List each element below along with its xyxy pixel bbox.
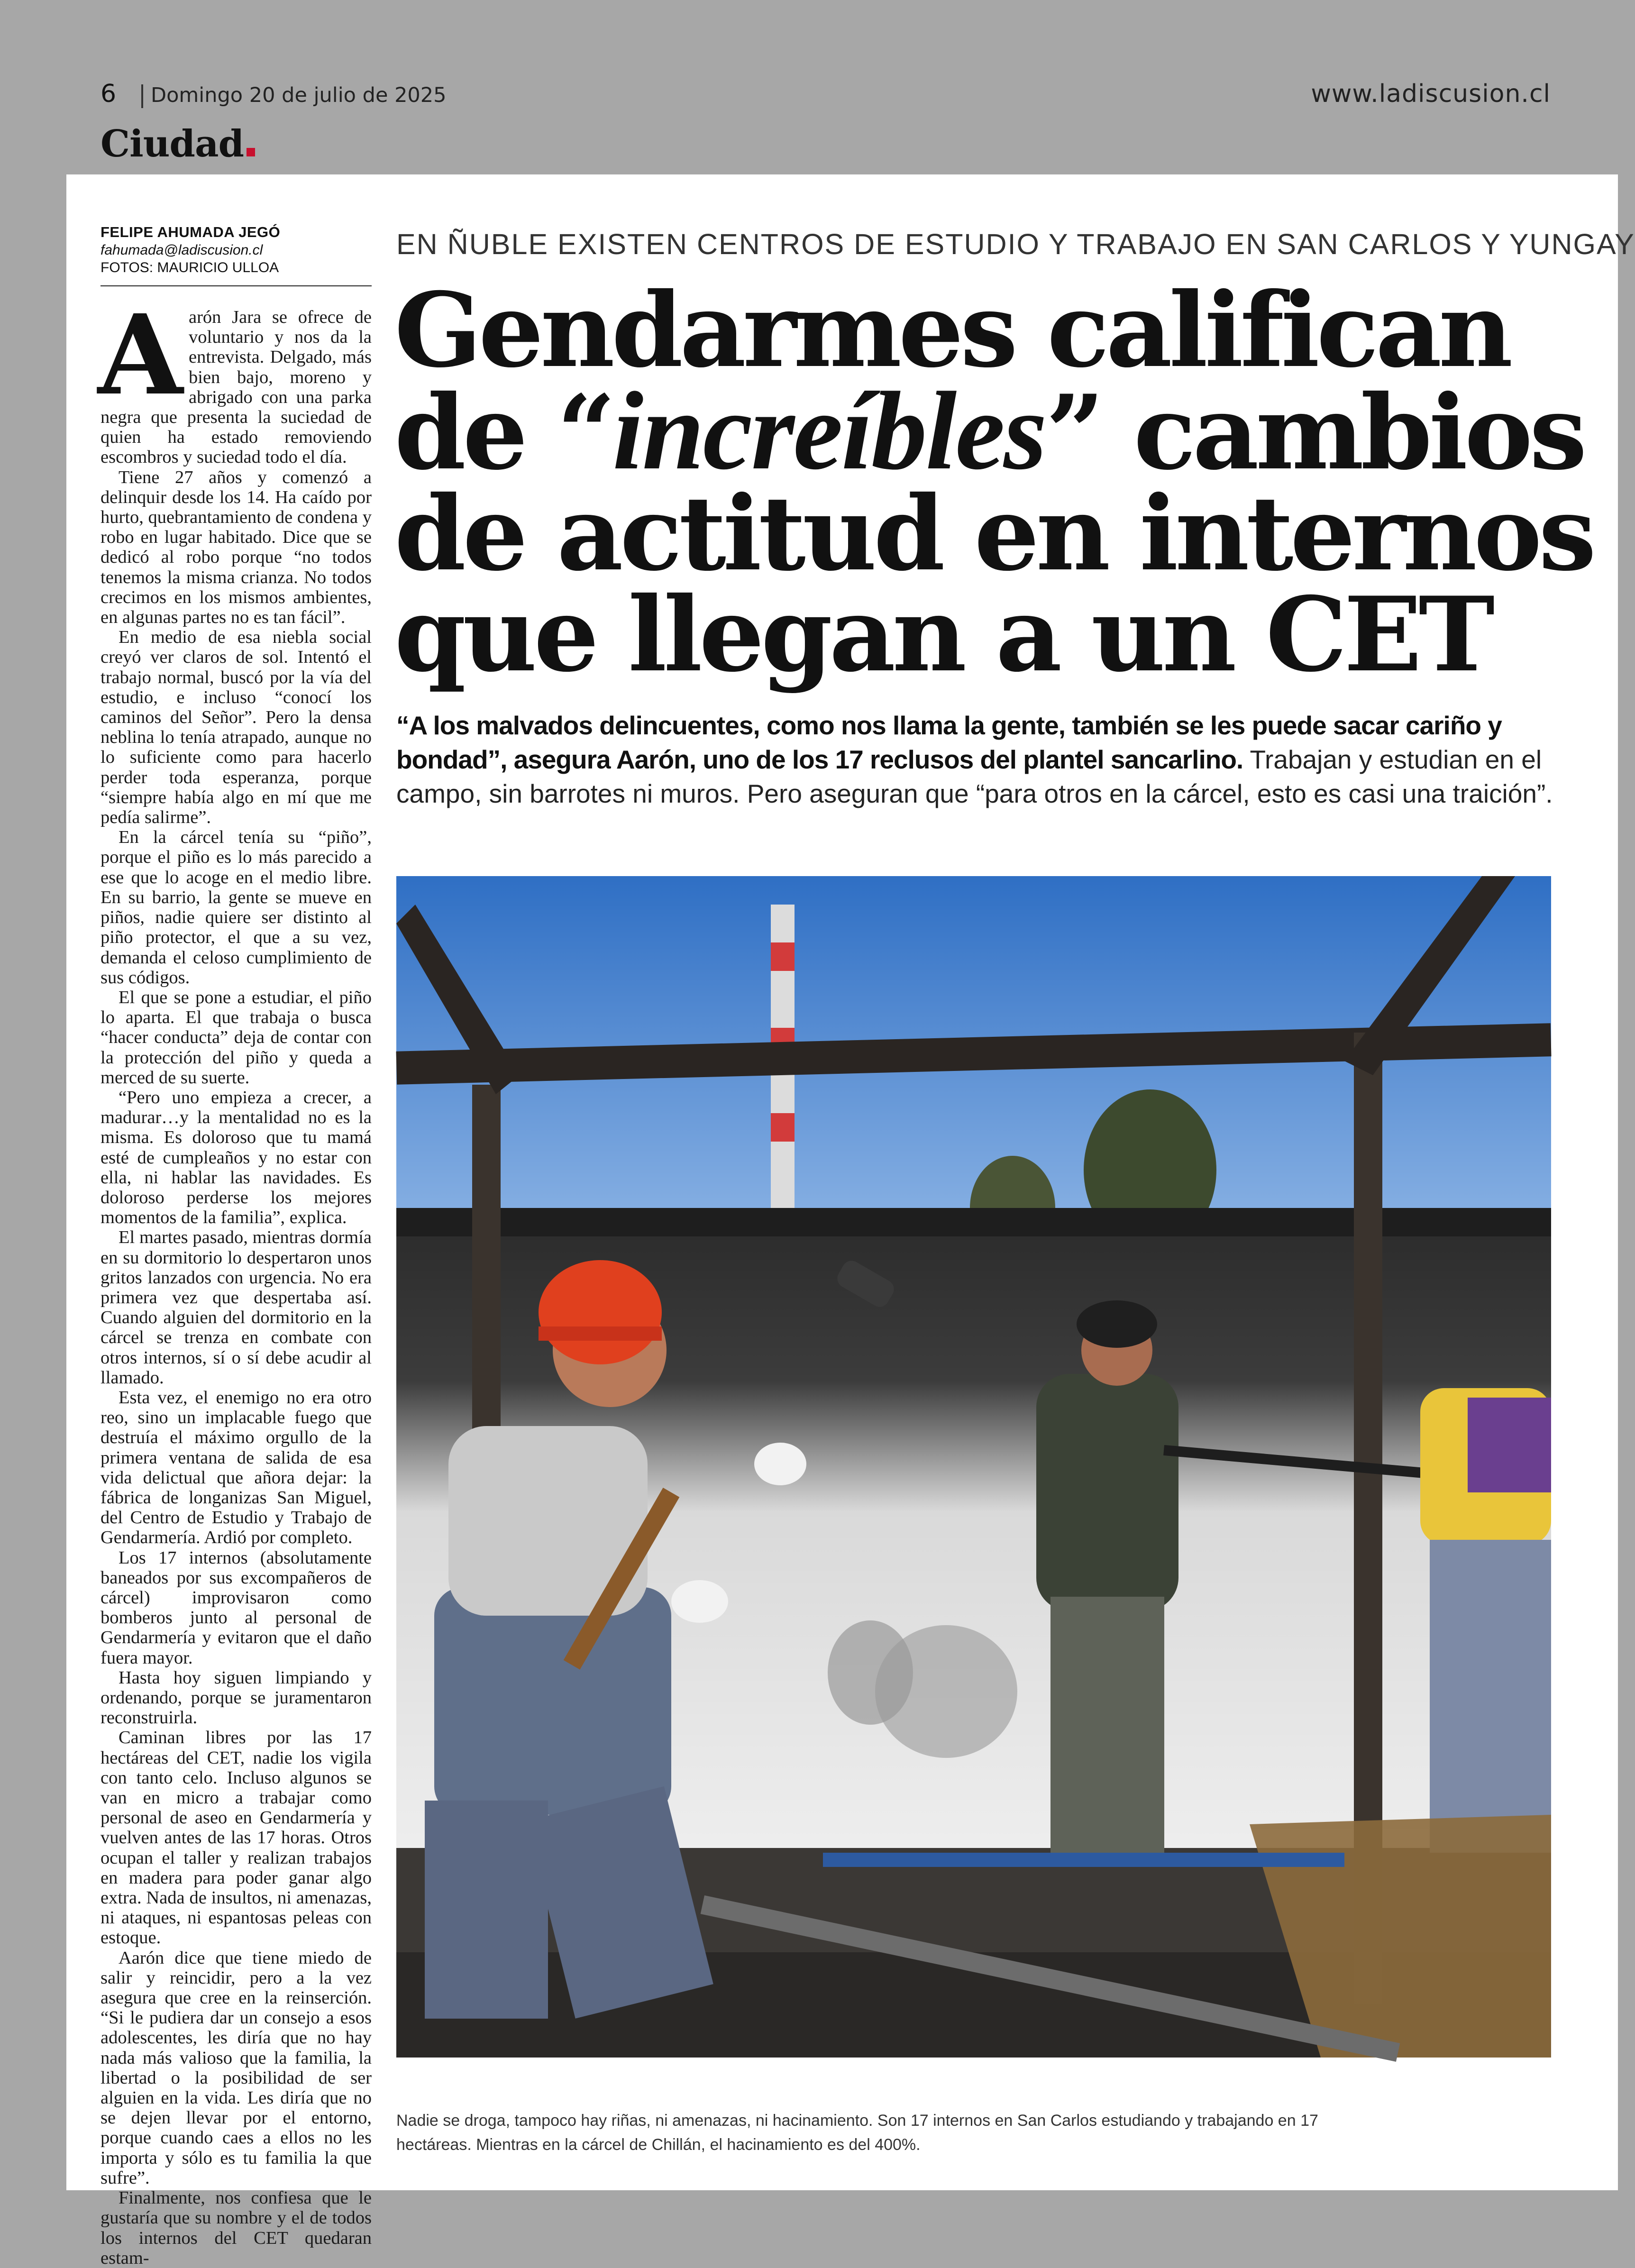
headline-line-1: Gendarmes califican	[394, 270, 1510, 390]
article-headline	[394, 270, 1593, 695]
photo-caption: Nadie se droga, tampoco hay riñas, ni amenazas, ni hacinamiento. Son 17 internos en San Carlos estudiando y trabajando en 17 hectáreas. Mientras en la cárcel de Chillán, el hacinamiento es del 400%.	[396, 2112, 1318, 2154]
body-paragraph: Finalmente, nos confiesa que le gustaría que su nombre y el de todos los internos del CET quedaran estam-	[100, 2188, 372, 2268]
body-paragraph: En la cárcel tenía su “piño”, porque el piño es lo más parecido a ese que lo acoge en el medio libre. En su barrio, la gente se mueve en piños, nadie quiere ser distinto al piño protector, el que a su vez, demanda el celoso cumplimiento de sus códigos.	[100, 827, 372, 988]
article-kicker: EN ÑUBLE EXISTEN CENTROS DE ESTUDIO Y TRABAJO EN SAN CARLOS Y YUNGAY	[396, 228, 1635, 260]
headline-emphasis: increíbles	[612, 369, 1046, 493]
body-paragraph: “Pero uno empieza a crecer, a madurar…y la mentalidad no es la misma. Es doloroso que tu mamá esté de cumpleaños y no estar con ella, ni hablar las navidades. Es doloroso perderse los mejores momentos de la familia”, explica.	[100, 1087, 372, 1228]
headline-line-2	[394, 369, 1584, 493]
body-paragraph: Los 17 internos (absolutamente baneados por sus excompañeros de cárcel) improvisaron como bomberos junto al personal de Gendarmería y evitaron que el daño fuera mayor.	[100, 1547, 372, 1668]
body-paragraph: En medio de esa niebla social creyó ver claros de sol. Intentó el trabajo normal, buscó por la vía del estudio, e incluso “conocí los caminos del Señor”. Pero la densa neblina lo tenía atrapado, aunque no lo suficiente como para hacerlo perder toda esperanza, porque “siempre había algo en mí que me pedía salirme”.	[100, 627, 372, 828]
section-label: Ciudad	[100, 122, 244, 165]
issue-date: Domingo 20 de julio de 2025	[151, 83, 447, 107]
article-body	[98, 290, 372, 2268]
body-paragraph: El que se pone a estudiar, el piño lo aparta. El que trabaja o busca “hacer conducta” deja de contar con la protección del piño y queda a merced de su suerte.	[100, 987, 372, 1088]
body-paragraph: Hasta hoy siguen limpiando y ordenando, porque se juramentaron reconstruirla.	[100, 1667, 372, 1728]
body-paragraph: Tiene 27 años y comenzó a delinquir desde los 14. Ha caído por hurto, quebrantamiento de condena y robo en lugar habitado. Dice que se dedicó al robo porque “no todos tenemos la misma crianza. No todos crecimos en los mismos ambientes, en algunas partes no es tan fácil”.	[100, 467, 372, 628]
byline-divider	[100, 285, 372, 286]
header-separator	[141, 84, 143, 108]
body-paragraph: Caminan libres por las 17 hectáreas del CET, nadie los vigila con tanto celo. Incluso algunos se van en micro a trabajar como personal de aseo en Gendarmería y vuelven antes de las 17 horas. Otros ocupan el taller y realizan trabajos en madera para poder ganar algo extra. Nada de insultos, ni amenazas, ni ataques, ni espantosas peleas con estoque.	[100, 1728, 372, 1948]
body-paragraph	[98, 290, 372, 467]
website-link[interactable]: www.ladiscusion.cl	[1311, 80, 1551, 108]
photo-illustration	[396, 876, 1551, 2058]
headline-line-2-post: ” cambios	[1045, 372, 1584, 493]
page-number: 6	[100, 80, 117, 108]
headline-line-2-pre: de “	[394, 372, 612, 493]
deck-summary: Trabajan y estudian en el campo, sin barrotes ni muros. Pero aseguran que “para otros en la cárcel, esto es casi una traición”.	[396, 745, 1553, 808]
body-paragraph: Aarón dice que tiene miedo de salir y reincidir, pero a la vez asegura que cree en la reinserción. “Si le pudiera dar un consejo a esos adolescentes, les diría que no hay nada más valioso que la familia, la libertad o la posibilidad de ser alguien en la vida. Les diría que no se dejen llevar por el entorno, porque cuando caes a ellos no les importa y sólo es tu familia la que sufre”.	[100, 1948, 372, 2188]
section-dot	[247, 148, 255, 156]
body-paragraph: Esta vez, el enemigo no era otro reo, sino un implacable fuego que destruía el máximo orgullo de la primera ventana de salida de esa vida delictual que añora dejar: la fábrica de longanizas San Miguel, del Centro de Estudio y Trabajo de Gendarmería. Ardió por completo.	[100, 1387, 372, 1548]
drop-cap: A	[98, 290, 183, 420]
byline-photo-credit: FOTOS: MAURICIO ULLOA	[100, 260, 279, 275]
body-paragraph: El martes pasado, mientras dormía en su dormitorio lo despertaron unos gritos lanzados con urgencia. No era primera vez que despertaba así. Cuando alguien del dormitorio en la cárcel se trenza en combate con otros internos, sí o sí debe acudir al llamado.	[100, 1227, 372, 1388]
headline-line-3: de actitud en internos	[394, 473, 1593, 594]
paragraph-text: arón Jara se ofrece de voluntario y nos da la entrevista. Delgado, más bien bajo, moreno y abrigado con una parka negra que presenta la suciedad de quien ha estado removiendo escombros y suciedad todo el día.	[100, 307, 372, 467]
headline-line-4: que llegan a un CET	[394, 574, 1492, 695]
section-title	[100, 122, 255, 165]
byline-author: FELIPE AHUMADA JEGÓ	[100, 224, 281, 240]
article-photo	[396, 876, 1551, 2058]
deck-quote: “A los malvados delincuentes, como nos llama la gente, también se les puede sacar cariño y bondad”, asegura Aarón, uno de los 17 reclusos del plantel sancarlino.	[396, 711, 1502, 774]
byline	[100, 223, 371, 277]
byline-email[interactable]: fahumada@ladiscusion.cl	[100, 242, 263, 258]
article-deck	[396, 708, 1553, 811]
